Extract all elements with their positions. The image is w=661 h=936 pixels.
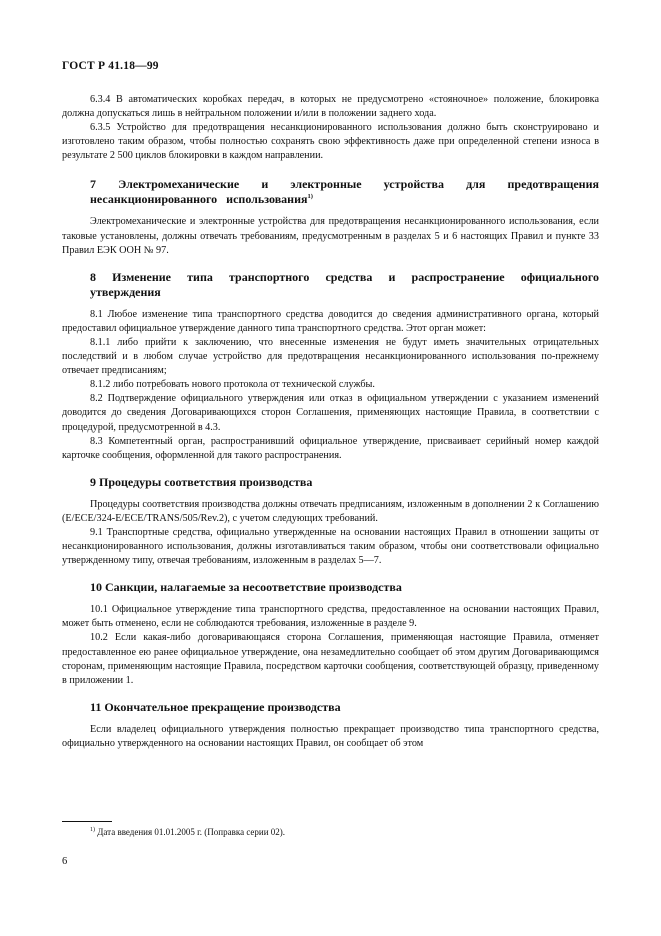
section-11 — [62, 700, 599, 751]
footnote-text: Дата введения 01.01.2005 г. (Поправка серии 02). — [97, 827, 286, 837]
paragraph-8-1-1: 8.1.1 либо прийти к заключению, что внесенные изменения не будут иметь значительных отрицательных последствий и в любом случае устройство для предотвращения несанкционированного использования по-прежнему отвечает предписаниям; — [62, 336, 599, 377]
section-10-heading: 10 Санкции, налагаемые за несоответствие производства — [90, 580, 402, 595]
section-9 — [62, 475, 599, 568]
footnote — [90, 826, 285, 838]
paragraph-8-3: 8.3 Компетентный орган, распространивший официальное утверждение, присваивает серийный номер каждой карточке сообщения, оформленной для такого распространения. — [62, 435, 599, 461]
section-7-heading: 7 Электромеханические и электронные устройства для предотвращения несанкционированного использования$^{1)}$ — [90, 177, 599, 207]
section-9-heading: 9 Процедуры соответствия производства — [90, 474, 313, 489]
section-11-heading: 11 Окончательное прекращение производства — [90, 699, 341, 714]
footnote-divider — [62, 821, 112, 822]
paragraph-6-3-4: 6.3.4 В автоматических коробках передач, в которых не предусмотрено «стояночное» положение, блокировка должна допускаться лишь в нейтральном положении и/или в положении заднего хода. — [62, 94, 599, 120]
footnote-ref: 1) — [307, 193, 313, 201]
paragraph-9-1: 9.1 Транспортные средства, официально утвержденные на основании настоящих Правил в отношении защиты от несанкционированного использования, должны изготавливаться таким образом, чтобы они соответствовали официально утвержденному типу, отвечая требованиям, изложенным в разделах 5—7. — [62, 526, 599, 567]
paragraph-10-1: 10.1 Официальное утверждение типа транспортного средства, предоставленное на основании настоящих Правил, может быть отменено, если не соблюдаются требования, изложенные в разделе 9. — [62, 604, 599, 630]
page-number: 6 — [62, 856, 68, 867]
paragraph-8-1: 8.1 Любое изменение типа транспортного средства доводится до сведения административного органа, который предоставил официальное утверждение данного типа транспортного средства. Этот орган может: — [62, 308, 599, 334]
section-7-paragraph: Электромеханические и электронные устройства для предотвращения несанкционированного использования, если таковые установлены, должны отвечать требованиям, предусмотренным в разделах 5 и 6 настоящих Правил и пункте 33 Правил ЕЭК ООН № 97. — [62, 216, 599, 256]
paragraph-6-3-5: 6.3.5 Устройство для предотвращения несанкционированного использования должно быть сконструировано и изготовлено таким образом, чтобы полностью сохранять свою эффективность даже при определенной степени износа в результате 2 500 циклов блокировки в каждом направлении. — [62, 122, 599, 162]
section-9-paragraph: Процедуры соответствия производства должны отвечать предписаниям, изложенным в дополнении 2 к Соглашению (E/ECE/324-E/ECE/TRANS/505/Rev.2), с учетом следующих требований. — [62, 498, 599, 524]
section-10 — [62, 580, 599, 688]
section-7 — [62, 177, 599, 257]
paragraph-8-1-2: 8.1.2 либо потребовать нового протокола от технической службы. — [90, 379, 375, 391]
section-8-heading: 8 Изменение типа транспортного средства и распространение официального утверждения — [90, 269, 599, 299]
paragraph-8-2: 8.2 Подтверждение официального утверждения или отказ в официальном утверждении с указанием изменений доводится до сведения Договаривающихся сторон Соглашения, применяющих настоящие Правила, в соответствии с процедурой, предусмотренной в 4.3. — [62, 393, 599, 433]
footnote-mark: 1) — [90, 827, 95, 833]
section-8 — [62, 270, 599, 463]
document-page — [62, 60, 599, 751]
section-11-paragraph: Если владелец официального утверждения полностью прекращает производство типа транспортного средства, официально утвержденного на основании настоящих Правил, он сообщает об этом — [62, 723, 599, 749]
document-id: ГОСТ Р 41.18—99 — [62, 60, 159, 72]
paragraph-10-2: 10.2 Если какая-либо договаривающаяся сторона Соглашения, применяющая настоящие Правила, отменяет предоставленное ею ранее официальное утверждение, она незамедлительно сообщает об этом другим Договаривающимся сторонам, применяющим настоящие Правила, посредством карточки сообщения, соответствующей образцу, приведенному в приложении 1. — [62, 632, 599, 686]
